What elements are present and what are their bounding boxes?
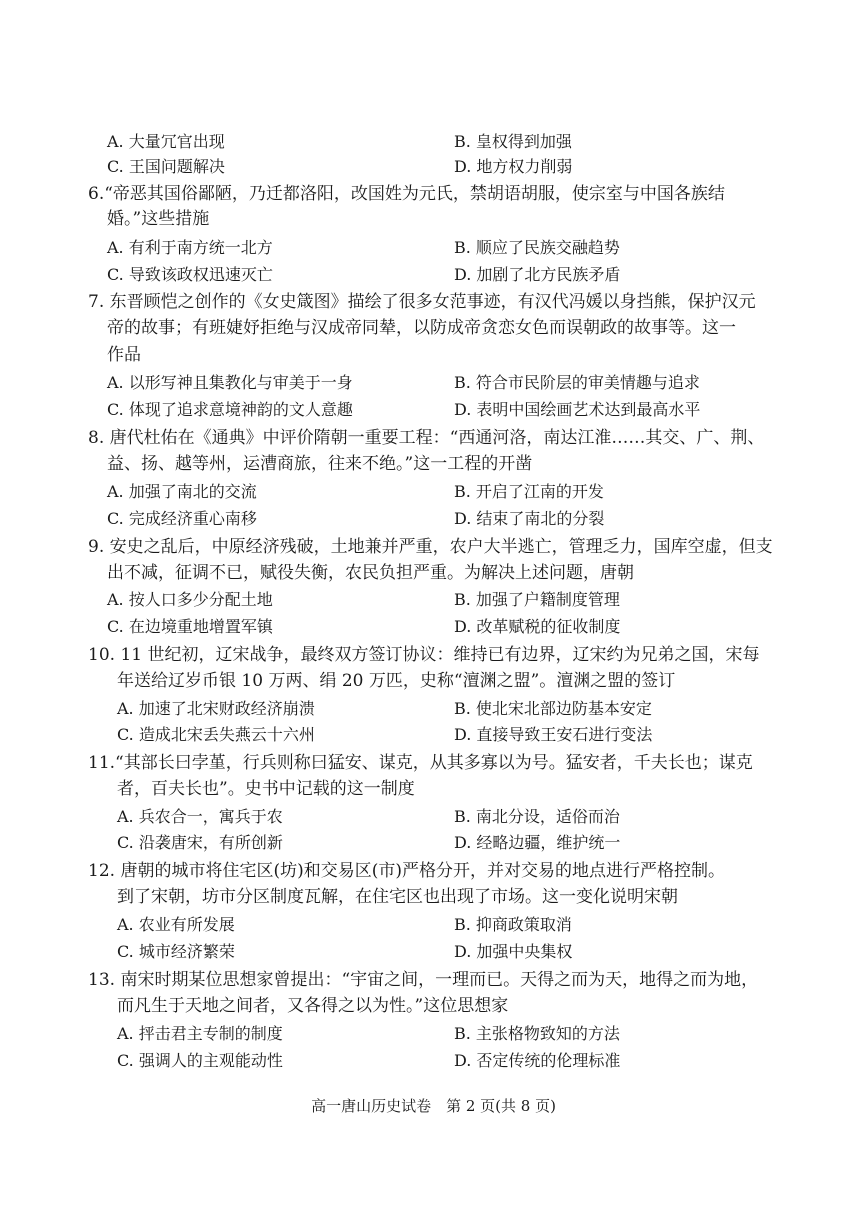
option-c: C. 体现了追求意境神韵的文人意趣 [107,400,353,419]
question-stem-line: 11.“其部长曰孛堇，行兵则称曰猛安、谋克，从其多寡以为号。猛安者，千夫长也；谋克 [88,753,753,773]
option-a: A. 加速了北宋财政经济崩溃 [117,699,315,718]
option-c: C. 强调人的主观能动性 [117,1051,283,1070]
option-d: D. 直接导致王安石进行变法 [454,725,653,744]
question-stem-line: 8. 唐代杜佑在《通典》中评价隋朝一重要工程：“西通河洛，南达江淮……其交、广、荆、 [88,428,765,448]
option-b: B. 开启了江南的开发 [454,482,604,501]
option-b: B. 符合市民阶层的审美情趣与追求 [454,373,700,392]
question-stem-line: 6.“帝恶其国俗鄙陋，乃迁都洛阳，改国姓为元氏，禁胡语胡服，使宗室与中国各族结 [88,184,725,204]
question-stem-line: 作品 [107,345,141,365]
option-d: D. 改革赋税的征收制度 [454,617,621,636]
option-a: A. 加强了南北的交流 [107,482,257,501]
q5-option-a: A. 大量冗官出现 [107,132,225,151]
option-c: C. 导致该政权迅速灭亡 [107,265,273,284]
option-b: B. 南北分设，适俗而治 [454,807,620,826]
option-c: C. 城市经济繁荣 [117,942,235,961]
question-stem-line: 帝的故事；有班婕妤拒绝与汉成帝同辇，以防成帝贪恋女色而误朝政的故事等。这一 [107,318,736,338]
option-c: C. 造成北宋丢失燕云十六州 [117,725,315,744]
option-a: A. 兵农合一，寓兵于农 [117,807,283,826]
option-a: A. 以形写神且集教化与审美于一身 [107,373,353,392]
option-a: A. 农业有所发展 [117,915,235,934]
option-b: B. 主张格物致知的方法 [454,1024,620,1043]
option-b: B. 使北宋北部边防基本安定 [454,699,652,718]
option-b: B. 抑商政策取消 [454,915,572,934]
option-a: A. 有利于南方统一北方 [107,238,273,257]
q5-option-b: B. 皇权得到加强 [454,132,572,151]
option-d: D. 经略边疆，维护统一 [454,833,621,852]
question-stem-line: 年送给辽岁币银 10 万两、绢 20 万匹，史称“澶渊之盟”。澶渊之盟的签订 [117,671,676,691]
option-c: C. 完成经济重心南移 [107,509,257,528]
option-b: B. 加强了户籍制度管理 [454,590,620,609]
option-d: D. 加剧了北方民族矛盾 [454,265,621,284]
option-c: C. 在边境重地增置军镇 [107,617,273,636]
option-d: D. 结束了南北的分裂 [454,509,605,528]
question-stem-line: 7. 东晋顾恺之创作的《女史箴图》描绘了很多女范事迹，有汉代冯媛以身挡熊，保护汉元 [88,292,756,312]
option-c: C. 沿袭唐宋，有所创新 [117,833,283,852]
option-d: D. 表明中国绘画艺术达到最高水平 [454,400,701,419]
question-stem-line: 出不减，征调不已，赋役失衡，农民负担严重。为解决上述问题，唐朝 [107,563,634,583]
question-stem-line: 到了宋朝，坊市分区制度瓦解，在住宅区也出现了市场。这一变化说明宋朝 [117,887,678,907]
option-a: A. 按人口多少分配土地 [107,590,273,609]
question-stem-line: 婚。”这些措施 [107,209,210,229]
question-stem-line: 9. 安史之乱后，中原经济残破，土地兼并严重，农户大半逃亡，管理乏力，国库空虚，但支 [88,537,773,557]
question-stem-line: 而凡生于天地之间者，又各得之以为性。”这位思想家 [117,996,509,1016]
option-d: D. 加强中央集权 [454,942,573,961]
question-stem-line: 12. 唐朝的城市将住宅区(坊)和交易区(市)严格分开，并对交易的地点进行严格控制。 [88,861,725,881]
question-stem-line: 者，百夫长也”。史书中记载的这一制度 [117,779,415,799]
q5-option-c: C. 王国问题解决 [107,157,225,176]
question-stem-line: 13. 南宋时期某位思想家曾提出：“宇宙之间，一理而已。天得之而为天，地得之而为地， [88,970,759,990]
question-stem-line: 益、扬、越等州，运漕商旅，往来不绝。”这一工程的开凿 [107,454,533,474]
q5-option-d: D. 地方权力削弱 [454,157,573,176]
page-footer: 高一唐山历史试卷 第 2 页(共 8 页) [311,1097,556,1115]
option-d: D. 否定传统的伦理标准 [454,1051,621,1070]
question-stem-line: 10. 11 世纪初，辽宋战争，最终双方签订协议：维持已有边界，辽宋约为兄弟之国，宋每 [88,645,760,665]
option-b: B. 顺应了民族交融趋势 [454,238,620,257]
option-a: A. 抨击君主专制的制度 [117,1024,283,1043]
